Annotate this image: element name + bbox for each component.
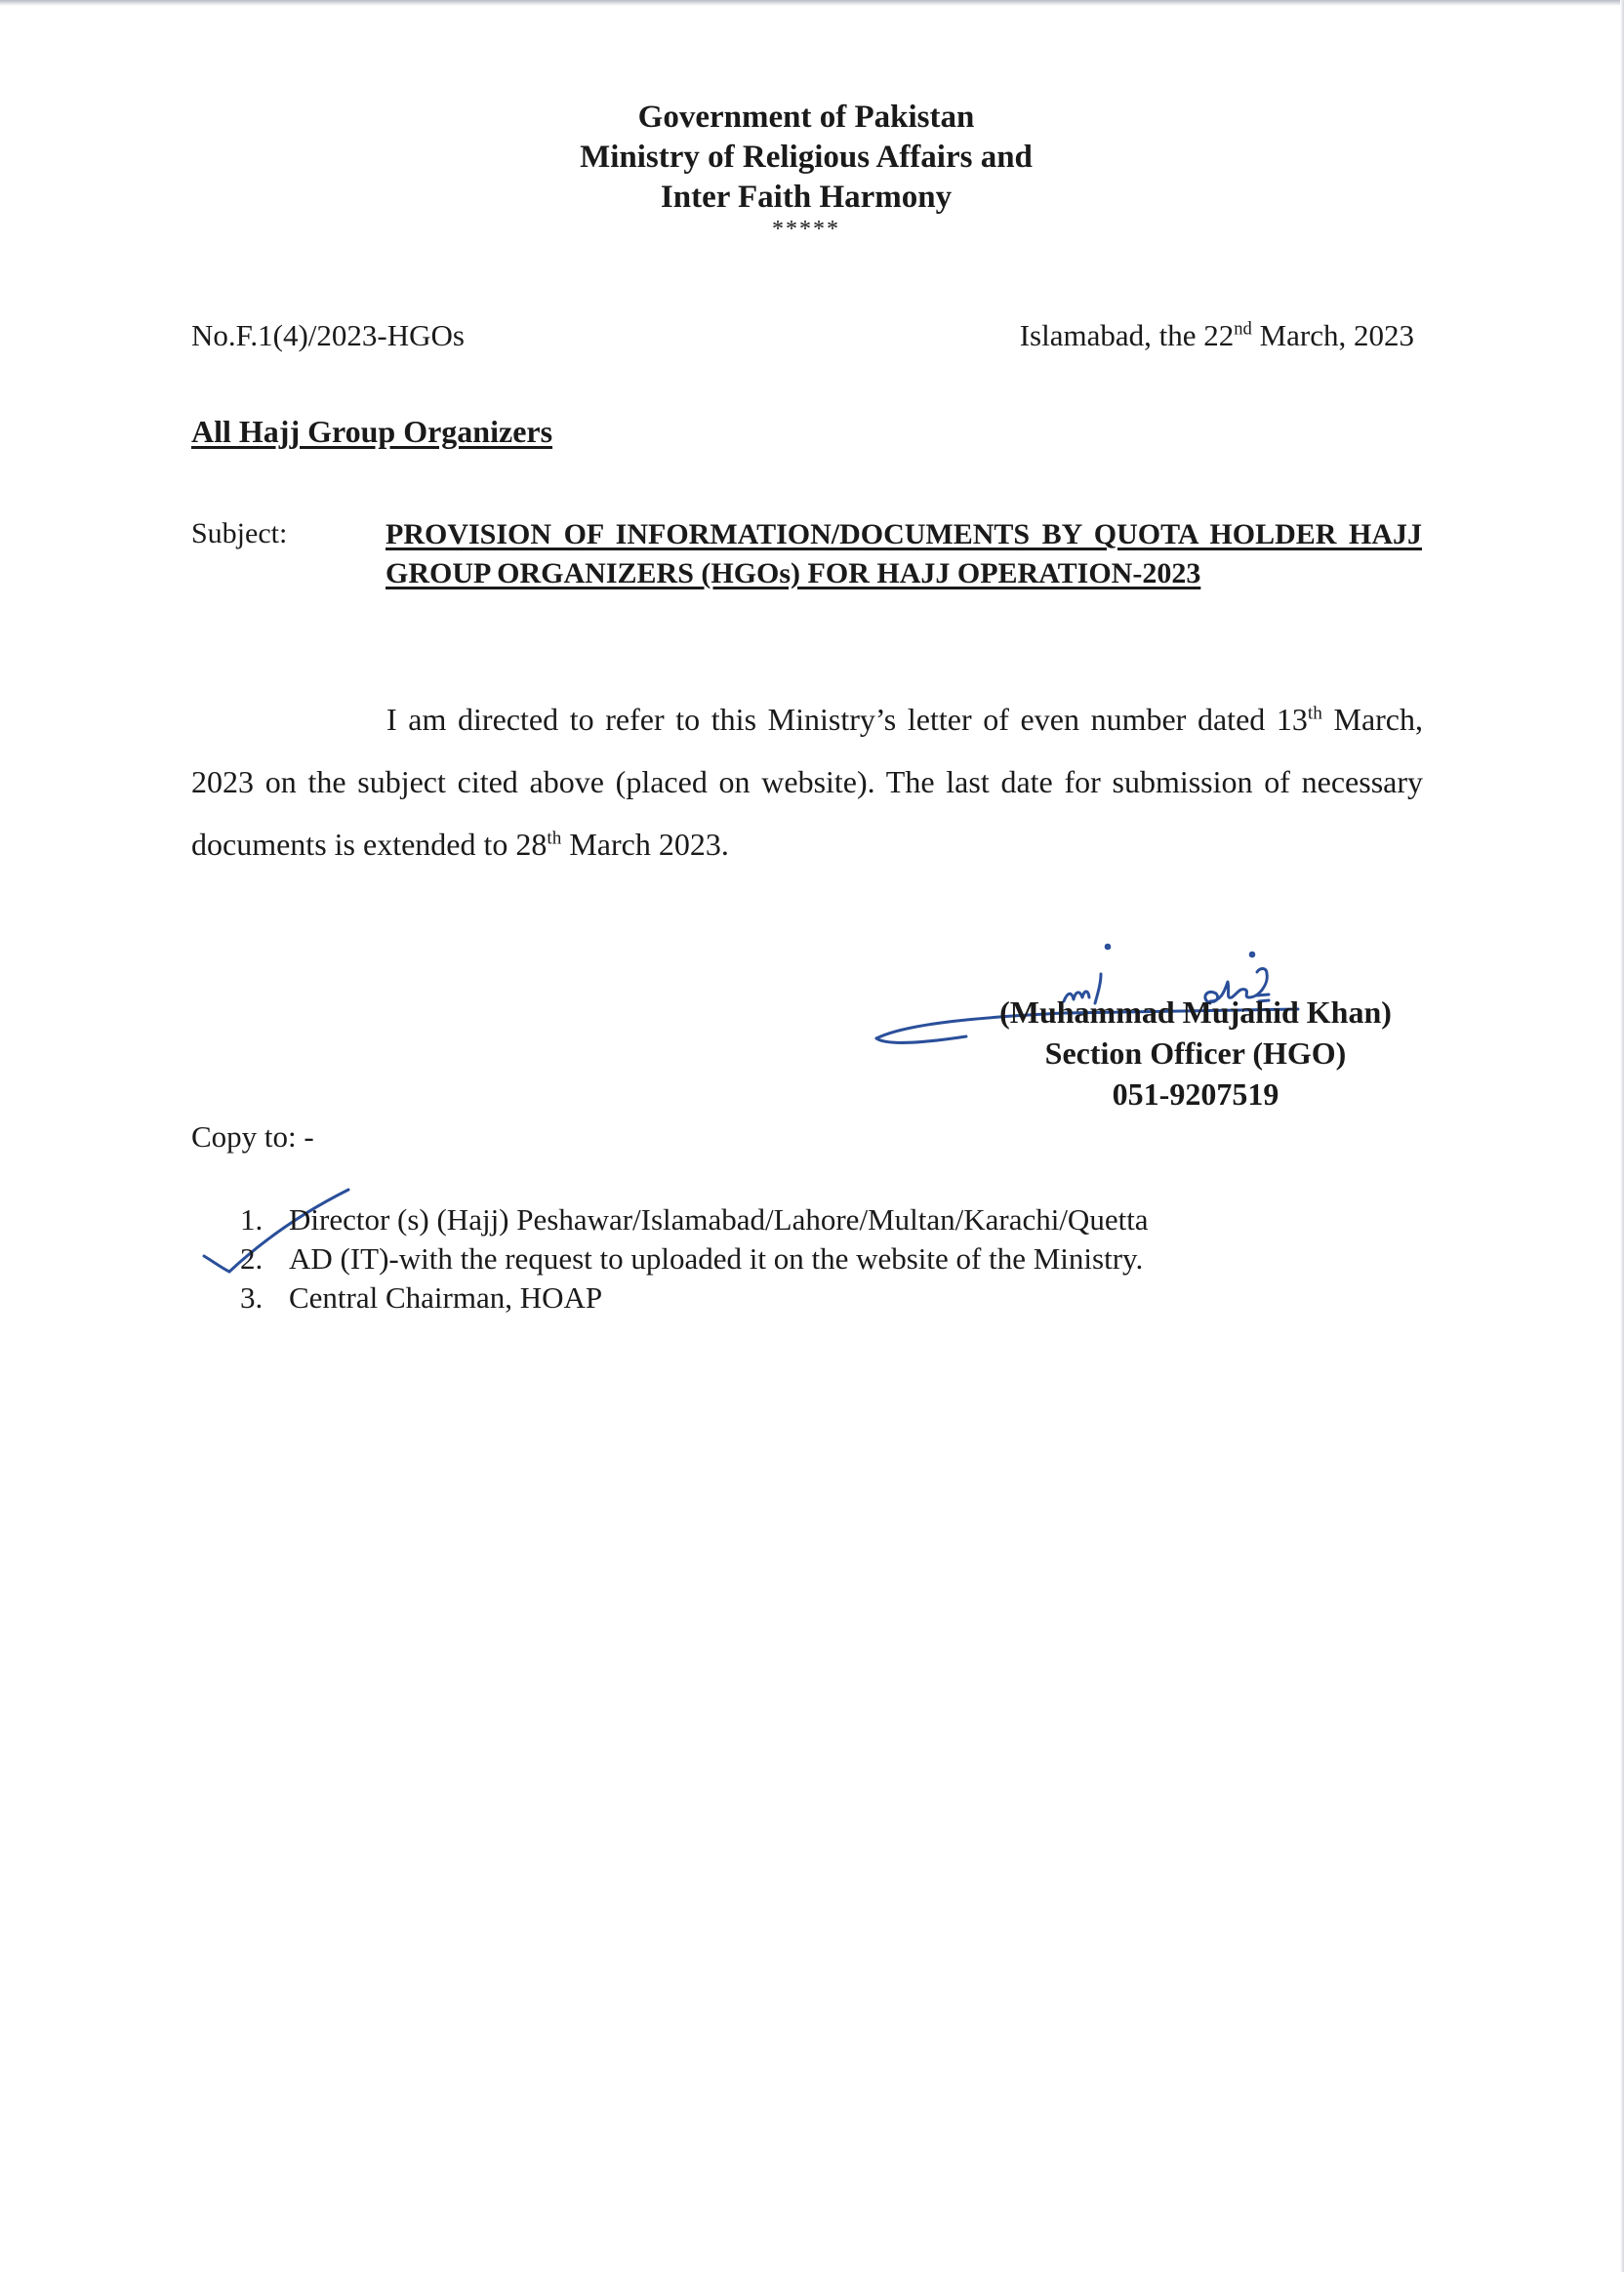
date-suffix: March, 2023: [1251, 318, 1414, 352]
copy-to-item-text: AD (IT)-with the request to uploaded it on the website of the Ministry.: [289, 1241, 1144, 1276]
body-part-3: March 2023.: [561, 827, 729, 862]
copy-to-item-text: Central Chairman, HOAP: [289, 1280, 603, 1315]
copy-to-item-number: 2.: [240, 1241, 264, 1276]
signatory-name: (Muhammad Mujahid Khan): [999, 994, 1392, 1030]
scan-right-edge: [1620, 0, 1624, 2272]
signatory-block: [966, 992, 1425, 1115]
letterhead-line-2: Ministry of Religious Affairs and: [580, 140, 1033, 175]
copy-to-item-number: 3.: [240, 1280, 264, 1315]
scan-top-edge: [0, 0, 1624, 6]
body-part-2: March, 2023 on the subject cited above (placed on website). The last date for submission of necessary documents is extended to 28: [191, 702, 1424, 862]
copy-to-item: [240, 1200, 1149, 1239]
letterhead: [0, 98, 1612, 241]
subject-label: Subject:: [191, 517, 288, 549]
copy-to-item: [240, 1278, 1149, 1318]
letter-date: [1020, 318, 1414, 353]
addressee: All Hajj Group Organizers: [191, 414, 553, 449]
letterhead-stars: *****: [772, 217, 840, 242]
letterhead-line-3: Inter Faith Harmony: [660, 180, 953, 215]
copy-to-item-text: Director (s) (Hajj) Peshawar/Islamabad/Lahore/Multan/Karachi/Quetta: [289, 1202, 1149, 1237]
letterhead-line-1: Government of Pakistan: [637, 100, 975, 135]
signatory-designation: Section Officer (HGO): [1044, 1035, 1347, 1071]
copy-to-item: [240, 1239, 1149, 1278]
copy-to-item-number: 1.: [240, 1202, 264, 1237]
body-superscript-2: th: [547, 828, 562, 849]
copy-to-label: Copy to: -: [191, 1119, 314, 1154]
subject-text: PROVISION OF INFORMATION/DOCUMENTS BY QUOTA HOLDER HAJJ GROUP ORGANIZERS (HGOs) FOR HAJJ OPERATION-2023: [386, 518, 1422, 589]
reference-number: No.F.1(4)/2023-HGOs: [191, 318, 465, 352]
date-superscript: nd: [1234, 318, 1252, 340]
signatory-phone: 051-9207519: [1112, 1076, 1279, 1112]
body-part-1: I am directed to refer to this Ministry’s letter of even number dated 13: [386, 702, 1308, 737]
body-paragraph: [191, 688, 1423, 875]
copy-to-list: [240, 1200, 1149, 1318]
body-superscript-1: th: [1307, 703, 1322, 724]
date-prefix: Islamabad, the 22: [1019, 318, 1235, 352]
